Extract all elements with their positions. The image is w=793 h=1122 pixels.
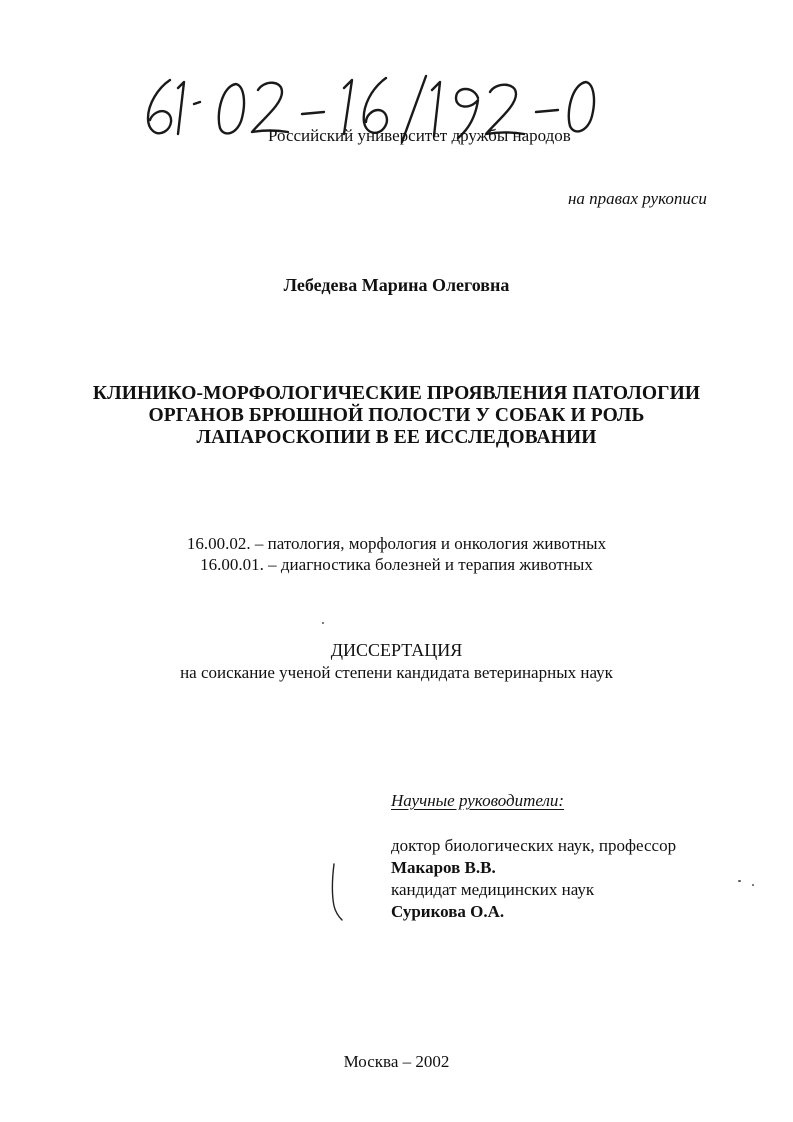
university-name: Российский университет дружбы народов xyxy=(268,126,571,145)
thesis-title-line-2: ОРГАНОВ БРЮШНОЙ ПОЛОСТИ У СОБАК И РОЛЬ xyxy=(148,405,645,426)
dissertation-label: ДИССЕРТАЦИЯ xyxy=(330,640,463,660)
author-name: Лебедева Марина Олеговна xyxy=(283,275,510,295)
supervisor-2-name: Сурикова О.А. xyxy=(391,902,505,921)
scan-speck xyxy=(752,884,754,886)
supervisor-1-name: Макаров В.В. xyxy=(391,858,496,877)
supervisors-heading: Научные руководители: xyxy=(391,791,565,810)
pen-mark xyxy=(326,862,346,922)
supervisor-2-title: кандидат медицинских наук xyxy=(391,880,595,899)
city-year: Москва – 2002 xyxy=(343,1052,450,1071)
specialty-line-2: 16.00.01. – диагностика болезней и терапия животных xyxy=(200,555,593,574)
scan-speck xyxy=(322,622,324,624)
manuscript-rights-note: на правах рукописи xyxy=(568,189,707,208)
thesis-title-line-1: КЛИНИКО-МОРФОЛОГИЧЕСКИЕ ПРОЯВЛЕНИЯ ПАТОЛОГИИ xyxy=(92,383,701,404)
scan-speck xyxy=(738,880,741,882)
supervisor-1-title: доктор биологических наук, профессор xyxy=(391,836,677,855)
specialty-line-1: 16.00.02. – патология, морфология и онкология животных xyxy=(186,534,607,553)
degree-line: на соискание ученой степени кандидата ветеринарных наук xyxy=(180,663,613,682)
thesis-title-line-3: ЛАПАРОСКОПИИ В ЕЕ ИССЛЕДОВАНИИ xyxy=(196,427,597,448)
